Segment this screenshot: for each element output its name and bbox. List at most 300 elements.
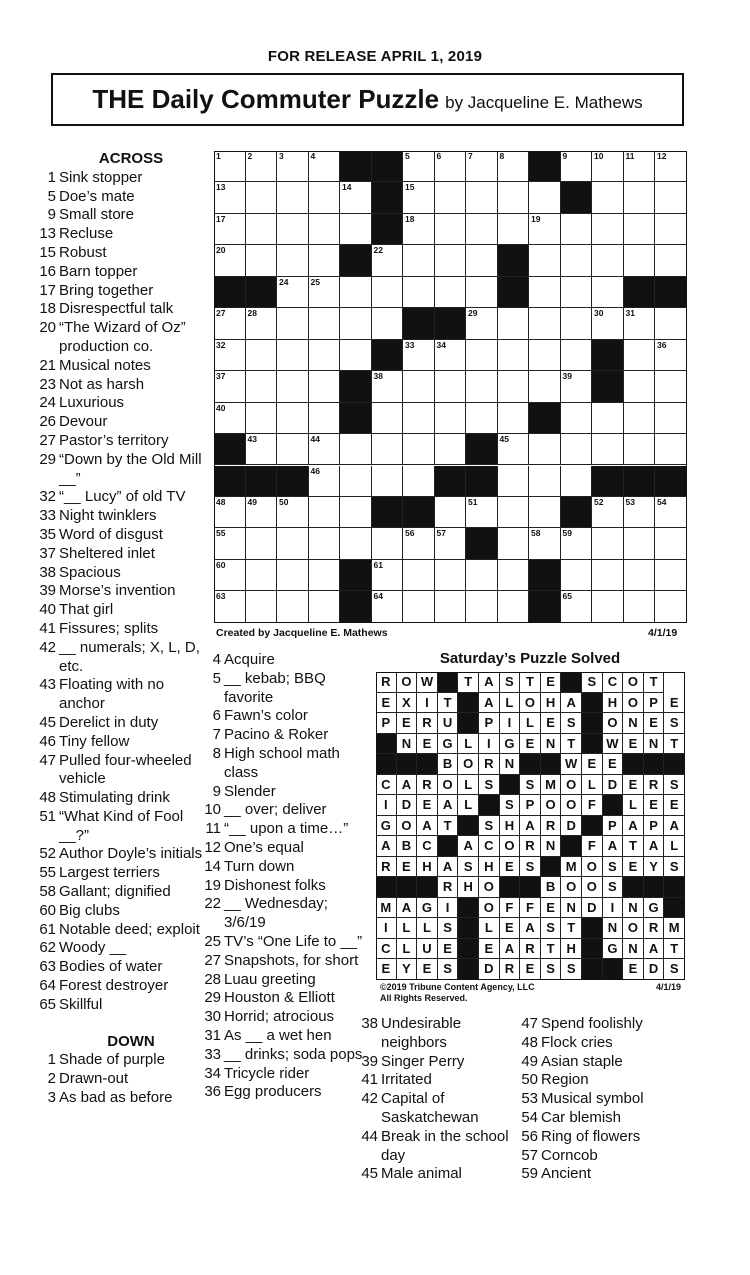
grid-cell[interactable] xyxy=(309,528,341,559)
grid-cell[interactable] xyxy=(561,434,593,465)
grid-cell[interactable] xyxy=(340,466,372,497)
black-square xyxy=(372,151,404,182)
grid-cell[interactable] xyxy=(592,528,624,559)
grid-cell[interactable] xyxy=(372,403,404,434)
grid-cell[interactable] xyxy=(592,560,624,591)
solution-cell: T xyxy=(438,693,459,714)
grid-cell[interactable] xyxy=(592,434,624,465)
cell-number: 2 xyxy=(247,151,253,161)
solution-black-square xyxy=(397,877,418,898)
grid-cell[interactable] xyxy=(529,277,561,308)
solution-cell: P xyxy=(520,795,541,816)
grid-cell[interactable] xyxy=(561,151,593,182)
grid-cell[interactable] xyxy=(529,245,561,276)
grid-cell[interactable] xyxy=(655,245,687,276)
clue-text: Irritated xyxy=(381,1071,432,1089)
solution-black-square xyxy=(582,918,603,939)
grid-cell[interactable] xyxy=(403,371,435,402)
grid-cell[interactable] xyxy=(624,245,656,276)
black-square xyxy=(435,308,467,339)
solution-cell: W xyxy=(603,734,624,755)
grid-cell[interactable] xyxy=(277,214,309,245)
grid-cell[interactable] xyxy=(592,308,624,339)
grid-cell[interactable] xyxy=(466,182,498,213)
solution-cell: L xyxy=(582,775,603,796)
grid-cell[interactable] xyxy=(498,528,530,559)
grid-cell[interactable] xyxy=(277,497,309,528)
solution-cell: G xyxy=(500,734,521,755)
grid-cell[interactable] xyxy=(655,340,687,371)
puzzle-credit: Created by Jacqueline E. Mathews xyxy=(216,627,388,639)
black-square xyxy=(592,340,624,371)
grid-cell[interactable] xyxy=(277,528,309,559)
grid-cell[interactable] xyxy=(403,340,435,371)
grid-cell[interactable] xyxy=(214,591,246,622)
grid-cell[interactable] xyxy=(561,371,593,402)
solution-black-square xyxy=(664,754,685,775)
grid-cell[interactable] xyxy=(309,182,341,213)
grid-cell[interactable] xyxy=(498,182,530,213)
grid-cell[interactable] xyxy=(246,528,278,559)
cell-number: 48 xyxy=(216,496,226,507)
grid-cell[interactable] xyxy=(403,560,435,591)
grid-cell[interactable] xyxy=(214,308,246,339)
grid-cell[interactable] xyxy=(246,182,278,213)
grid-cell[interactable] xyxy=(309,277,341,308)
cell-number: 63 xyxy=(216,591,226,602)
grid-cell[interactable] xyxy=(277,277,309,308)
grid-cell[interactable] xyxy=(655,497,687,528)
grid-cell[interactable] xyxy=(498,371,530,402)
grid-cell[interactable] xyxy=(309,308,341,339)
clue-number: 21 xyxy=(39,356,56,374)
cell-number: 9 xyxy=(562,151,568,161)
cell-number: 57 xyxy=(436,528,446,539)
grid-cell[interactable] xyxy=(561,340,593,371)
solution-cell: S xyxy=(561,713,582,734)
grid-cell[interactable] xyxy=(466,591,498,622)
solution-cell: S xyxy=(479,775,500,796)
cell-number: 5 xyxy=(405,151,410,161)
grid-cell[interactable] xyxy=(561,528,593,559)
grid-cell[interactable] xyxy=(529,214,561,245)
grid-cell[interactable] xyxy=(466,403,498,434)
grid-cell[interactable] xyxy=(624,151,656,182)
grid-cell[interactable] xyxy=(498,151,530,182)
clue-number: 49 xyxy=(521,1052,538,1070)
grid-cell[interactable] xyxy=(214,560,246,591)
grid-cell[interactable] xyxy=(372,277,404,308)
grid-cell[interactable] xyxy=(529,466,561,497)
black-square xyxy=(340,403,372,434)
grid-cell[interactable] xyxy=(624,528,656,559)
grid-cell[interactable] xyxy=(529,434,561,465)
clue-text: “Down by the Old Mill __” xyxy=(59,450,202,487)
grid-cell[interactable] xyxy=(309,245,341,276)
grid-cell[interactable] xyxy=(466,497,498,528)
grid-cell[interactable] xyxy=(277,340,309,371)
clue-text: Singer Perry xyxy=(381,1052,465,1070)
clue-item xyxy=(36,902,206,921)
grid-cell[interactable] xyxy=(498,466,530,497)
grid-cell[interactable] xyxy=(214,151,246,182)
grid-cell[interactable] xyxy=(214,340,246,371)
clue-item xyxy=(201,670,363,708)
grid-cell[interactable] xyxy=(435,560,467,591)
grid-cell[interactable] xyxy=(246,497,278,528)
clue-item xyxy=(518,1015,688,1034)
grid-cell[interactable] xyxy=(246,371,278,402)
black-square xyxy=(624,277,656,308)
grid-cell[interactable] xyxy=(246,214,278,245)
grid-cell[interactable] xyxy=(277,434,309,465)
solution-cell: O xyxy=(479,877,500,898)
clue-item xyxy=(36,263,206,282)
clue-text: Pulled four-wheeled vehicle xyxy=(59,751,192,788)
grid-cell[interactable] xyxy=(655,182,687,213)
solution-cell: H xyxy=(603,693,624,714)
grid-cell[interactable] xyxy=(309,560,341,591)
grid-cell[interactable] xyxy=(624,591,656,622)
clue-item xyxy=(36,357,206,376)
grid-cell[interactable] xyxy=(403,403,435,434)
solution-cell: E xyxy=(417,734,438,755)
grid-cell[interactable] xyxy=(655,528,687,559)
clue-number: 1 xyxy=(47,168,56,186)
grid-cell[interactable] xyxy=(655,560,687,591)
clue-number: 45 xyxy=(361,1165,378,1183)
grid-cell[interactable] xyxy=(592,277,624,308)
solution-cell: B xyxy=(541,877,562,898)
grid-cell[interactable] xyxy=(435,214,467,245)
grid-cell[interactable] xyxy=(372,434,404,465)
grid-cell[interactable] xyxy=(655,403,687,434)
grid-cell[interactable] xyxy=(214,497,246,528)
grid-cell[interactable] xyxy=(403,591,435,622)
grid-cell[interactable] xyxy=(309,591,341,622)
clue-text: __ numerals; X, L, D, etc. xyxy=(59,638,200,675)
grid-cell[interactable] xyxy=(529,308,561,339)
clue-item xyxy=(201,726,363,745)
grid-cell[interactable] xyxy=(340,308,372,339)
grid-cell[interactable] xyxy=(624,371,656,402)
black-square xyxy=(529,403,561,434)
clue-text: “__ Lucy” of old TV xyxy=(59,488,186,506)
grid-cell[interactable] xyxy=(372,245,404,276)
grid-cell[interactable] xyxy=(246,591,278,622)
grid-cell[interactable] xyxy=(309,497,341,528)
solution-cell: T xyxy=(561,734,582,755)
solution-cell: O xyxy=(500,836,521,857)
grid-cell[interactable] xyxy=(435,182,467,213)
grid-cell[interactable] xyxy=(624,403,656,434)
solution-cell: I xyxy=(417,693,438,714)
grid-cell[interactable] xyxy=(592,497,624,528)
grid-cell[interactable] xyxy=(403,277,435,308)
clue-text: Egg producers xyxy=(224,1083,322,1101)
grid-cell[interactable] xyxy=(561,403,593,434)
grid-cell[interactable] xyxy=(435,340,467,371)
grid-cell[interactable] xyxy=(592,591,624,622)
grid-cell[interactable] xyxy=(466,308,498,339)
grid-cell[interactable] xyxy=(246,308,278,339)
grid-cell[interactable] xyxy=(309,371,341,402)
grid-cell[interactable] xyxy=(214,528,246,559)
grid-cell[interactable] xyxy=(309,151,341,182)
grid-cell[interactable] xyxy=(592,403,624,434)
grid-cell[interactable] xyxy=(498,340,530,371)
grid-cell[interactable] xyxy=(277,245,309,276)
grid-cell[interactable] xyxy=(435,434,467,465)
grid-cell[interactable] xyxy=(466,214,498,245)
grid-cell[interactable] xyxy=(592,182,624,213)
solution-cell: S xyxy=(500,795,521,816)
grid-cell[interactable] xyxy=(561,560,593,591)
grid-cell[interactable] xyxy=(435,371,467,402)
grid-cell[interactable] xyxy=(435,151,467,182)
grid-cell[interactable] xyxy=(498,214,530,245)
clue-item xyxy=(36,225,206,244)
clue-item xyxy=(358,1053,530,1072)
grid-cell[interactable] xyxy=(592,151,624,182)
grid-cell[interactable] xyxy=(372,591,404,622)
grid-cell[interactable] xyxy=(655,308,687,339)
grid-cell[interactable] xyxy=(655,151,687,182)
grid-cell[interactable] xyxy=(466,340,498,371)
grid-cell[interactable] xyxy=(624,214,656,245)
grid-cell[interactable] xyxy=(403,151,435,182)
clue-number: 60 xyxy=(39,901,56,919)
grid-cell[interactable] xyxy=(498,308,530,339)
grid-cell[interactable] xyxy=(277,182,309,213)
grid-cell[interactable] xyxy=(277,560,309,591)
grid-cell[interactable] xyxy=(277,591,309,622)
solution-cell: O xyxy=(561,775,582,796)
grid-cell[interactable] xyxy=(372,308,404,339)
clue-item xyxy=(36,319,206,357)
grid-cell[interactable] xyxy=(498,560,530,591)
black-square xyxy=(340,245,372,276)
solution-cell: E xyxy=(417,959,438,980)
solution-cell: T xyxy=(438,816,459,837)
grid-cell[interactable] xyxy=(340,528,372,559)
solution-cell: E xyxy=(664,693,685,714)
solution-cell: S xyxy=(458,857,479,878)
cell-number: 33 xyxy=(405,339,415,350)
grid-cell[interactable] xyxy=(277,151,309,182)
clue-number: 4 xyxy=(212,651,221,668)
grid-cell[interactable] xyxy=(624,560,656,591)
grid-cell[interactable] xyxy=(624,308,656,339)
black-square xyxy=(340,151,372,182)
clue-text: Sheltered inlet xyxy=(59,544,155,562)
solution-cell: S xyxy=(541,959,562,980)
grid-cell[interactable] xyxy=(340,340,372,371)
clue-number: 52 xyxy=(39,845,56,863)
clue-text: Gallant; dignified xyxy=(59,883,171,901)
grid-cell[interactable] xyxy=(214,182,246,213)
solution-black-square xyxy=(644,877,665,898)
grid-cell[interactable] xyxy=(435,245,467,276)
solution-cell: B xyxy=(397,836,418,857)
grid-cell[interactable] xyxy=(403,214,435,245)
cell-number: 53 xyxy=(625,496,635,507)
cell-number: 40 xyxy=(216,402,226,413)
grid-cell[interactable] xyxy=(529,371,561,402)
grid-cell[interactable] xyxy=(309,340,341,371)
solution-cell: A xyxy=(376,836,397,857)
grid-cell[interactable] xyxy=(246,403,278,434)
grid-cell[interactable] xyxy=(403,466,435,497)
grid-cell[interactable] xyxy=(372,371,404,402)
solution-cell: F xyxy=(500,898,521,919)
clue-number: 13 xyxy=(39,225,56,243)
clue-number: 39 xyxy=(39,582,56,600)
black-square xyxy=(340,591,372,622)
clue-text: Ring of flowers xyxy=(541,1127,641,1145)
grid-cell[interactable] xyxy=(340,277,372,308)
grid-cell[interactable] xyxy=(340,434,372,465)
clue-item xyxy=(36,564,206,583)
grid-cell[interactable] xyxy=(498,403,530,434)
grid-cell[interactable] xyxy=(529,528,561,559)
solution-cell: M xyxy=(541,775,562,796)
grid-cell[interactable] xyxy=(529,182,561,213)
grid-cell[interactable] xyxy=(561,466,593,497)
grid-cell[interactable] xyxy=(277,308,309,339)
clue-number: 33 xyxy=(39,507,56,525)
grid-cell[interactable] xyxy=(624,434,656,465)
grid-cell[interactable] xyxy=(466,560,498,591)
solution-cell: O xyxy=(561,795,582,816)
grid-cell[interactable] xyxy=(498,497,530,528)
grid-cell[interactable] xyxy=(309,403,341,434)
solution-cell: S xyxy=(520,857,541,878)
clue-item xyxy=(358,1128,530,1166)
grid-cell[interactable] xyxy=(246,245,278,276)
grid-cell[interactable] xyxy=(309,434,341,465)
grid-cell[interactable] xyxy=(372,466,404,497)
clue-text: Tricycle rider xyxy=(224,1064,310,1082)
cell-number: 61 xyxy=(373,559,383,570)
grid-cell[interactable] xyxy=(435,403,467,434)
across-heading: ACROSS xyxy=(98,150,164,167)
clue-item xyxy=(201,877,363,896)
grid-cell[interactable] xyxy=(277,403,309,434)
clue-text: Turn down xyxy=(224,857,295,875)
grid-cell[interactable] xyxy=(466,245,498,276)
clue-number: 39 xyxy=(361,1052,378,1070)
grid-cell[interactable] xyxy=(214,371,246,402)
grid-cell[interactable] xyxy=(561,214,593,245)
grid-cell[interactable] xyxy=(214,403,246,434)
grid-cell[interactable] xyxy=(403,434,435,465)
grid-cell[interactable] xyxy=(624,182,656,213)
grid-cell[interactable] xyxy=(246,151,278,182)
grid-cell[interactable] xyxy=(403,245,435,276)
grid-cell[interactable] xyxy=(466,371,498,402)
clue-item xyxy=(36,714,206,733)
cell-number: 36 xyxy=(657,339,667,350)
grid-cell[interactable] xyxy=(214,245,246,276)
solution-cell: E xyxy=(500,918,521,939)
grid-cell[interactable] xyxy=(340,214,372,245)
solution-cell: A xyxy=(520,816,541,837)
grid-cell[interactable] xyxy=(309,466,341,497)
grid-cell[interactable] xyxy=(466,151,498,182)
grid-cell[interactable] xyxy=(529,340,561,371)
grid-cell[interactable] xyxy=(403,182,435,213)
grid-cell[interactable] xyxy=(561,308,593,339)
cell-number: 65 xyxy=(562,591,572,602)
grid-cell[interactable] xyxy=(214,214,246,245)
grid-cell[interactable] xyxy=(277,371,309,402)
clue-number: 48 xyxy=(39,789,56,807)
grid-cell[interactable] xyxy=(655,214,687,245)
grid-cell[interactable] xyxy=(624,497,656,528)
grid-cell[interactable] xyxy=(435,277,467,308)
grid-cell[interactable] xyxy=(655,371,687,402)
clue-text: Corncob xyxy=(541,1146,598,1164)
grid-cell[interactable] xyxy=(561,277,593,308)
black-square xyxy=(372,182,404,213)
grid-cell[interactable] xyxy=(498,434,530,465)
clue-number: 58 xyxy=(39,883,56,901)
clue-text: Barn topper xyxy=(59,262,138,280)
solution-cell: N xyxy=(500,754,521,775)
clue-text: Break in the school day xyxy=(381,1127,509,1164)
grid-cell[interactable] xyxy=(403,528,435,559)
grid-cell[interactable] xyxy=(340,497,372,528)
solution-black-square xyxy=(376,754,397,775)
grid-cell[interactable] xyxy=(592,245,624,276)
grid-cell[interactable] xyxy=(561,591,593,622)
cell-number: 34 xyxy=(436,339,446,350)
grid-cell[interactable] xyxy=(466,277,498,308)
grid-cell[interactable] xyxy=(246,560,278,591)
grid-cell[interactable] xyxy=(246,340,278,371)
grid-cell[interactable] xyxy=(592,214,624,245)
clue-number: 62 xyxy=(39,939,56,957)
grid-cell[interactable] xyxy=(246,434,278,465)
grid-cell[interactable] xyxy=(655,591,687,622)
black-square xyxy=(340,371,372,402)
clue-item xyxy=(201,858,363,877)
solution-cell: R xyxy=(417,713,438,734)
grid-cell[interactable] xyxy=(309,214,341,245)
cell-number: 50 xyxy=(279,496,289,507)
grid-cell[interactable] xyxy=(435,528,467,559)
cell-number: 43 xyxy=(247,434,257,445)
grid-cell[interactable] xyxy=(372,528,404,559)
grid-cell[interactable] xyxy=(624,340,656,371)
grid-cell[interactable] xyxy=(372,560,404,591)
clue-number: 19 xyxy=(204,876,221,894)
clue-text: __ Wednesday; 3/6/19 xyxy=(224,895,328,932)
clue-text: Male animal xyxy=(381,1165,462,1183)
solution-cell: M xyxy=(376,898,397,919)
solution-black-square xyxy=(417,877,438,898)
clue-item xyxy=(36,996,206,1015)
clue-item xyxy=(518,1090,688,1109)
grid-cell[interactable] xyxy=(655,434,687,465)
grid-cell[interactable] xyxy=(435,591,467,622)
grid-cell[interactable] xyxy=(561,245,593,276)
grid-cell[interactable] xyxy=(529,497,561,528)
grid-cell[interactable] xyxy=(435,497,467,528)
grid-cell[interactable] xyxy=(340,182,372,213)
grid-cell[interactable] xyxy=(498,591,530,622)
